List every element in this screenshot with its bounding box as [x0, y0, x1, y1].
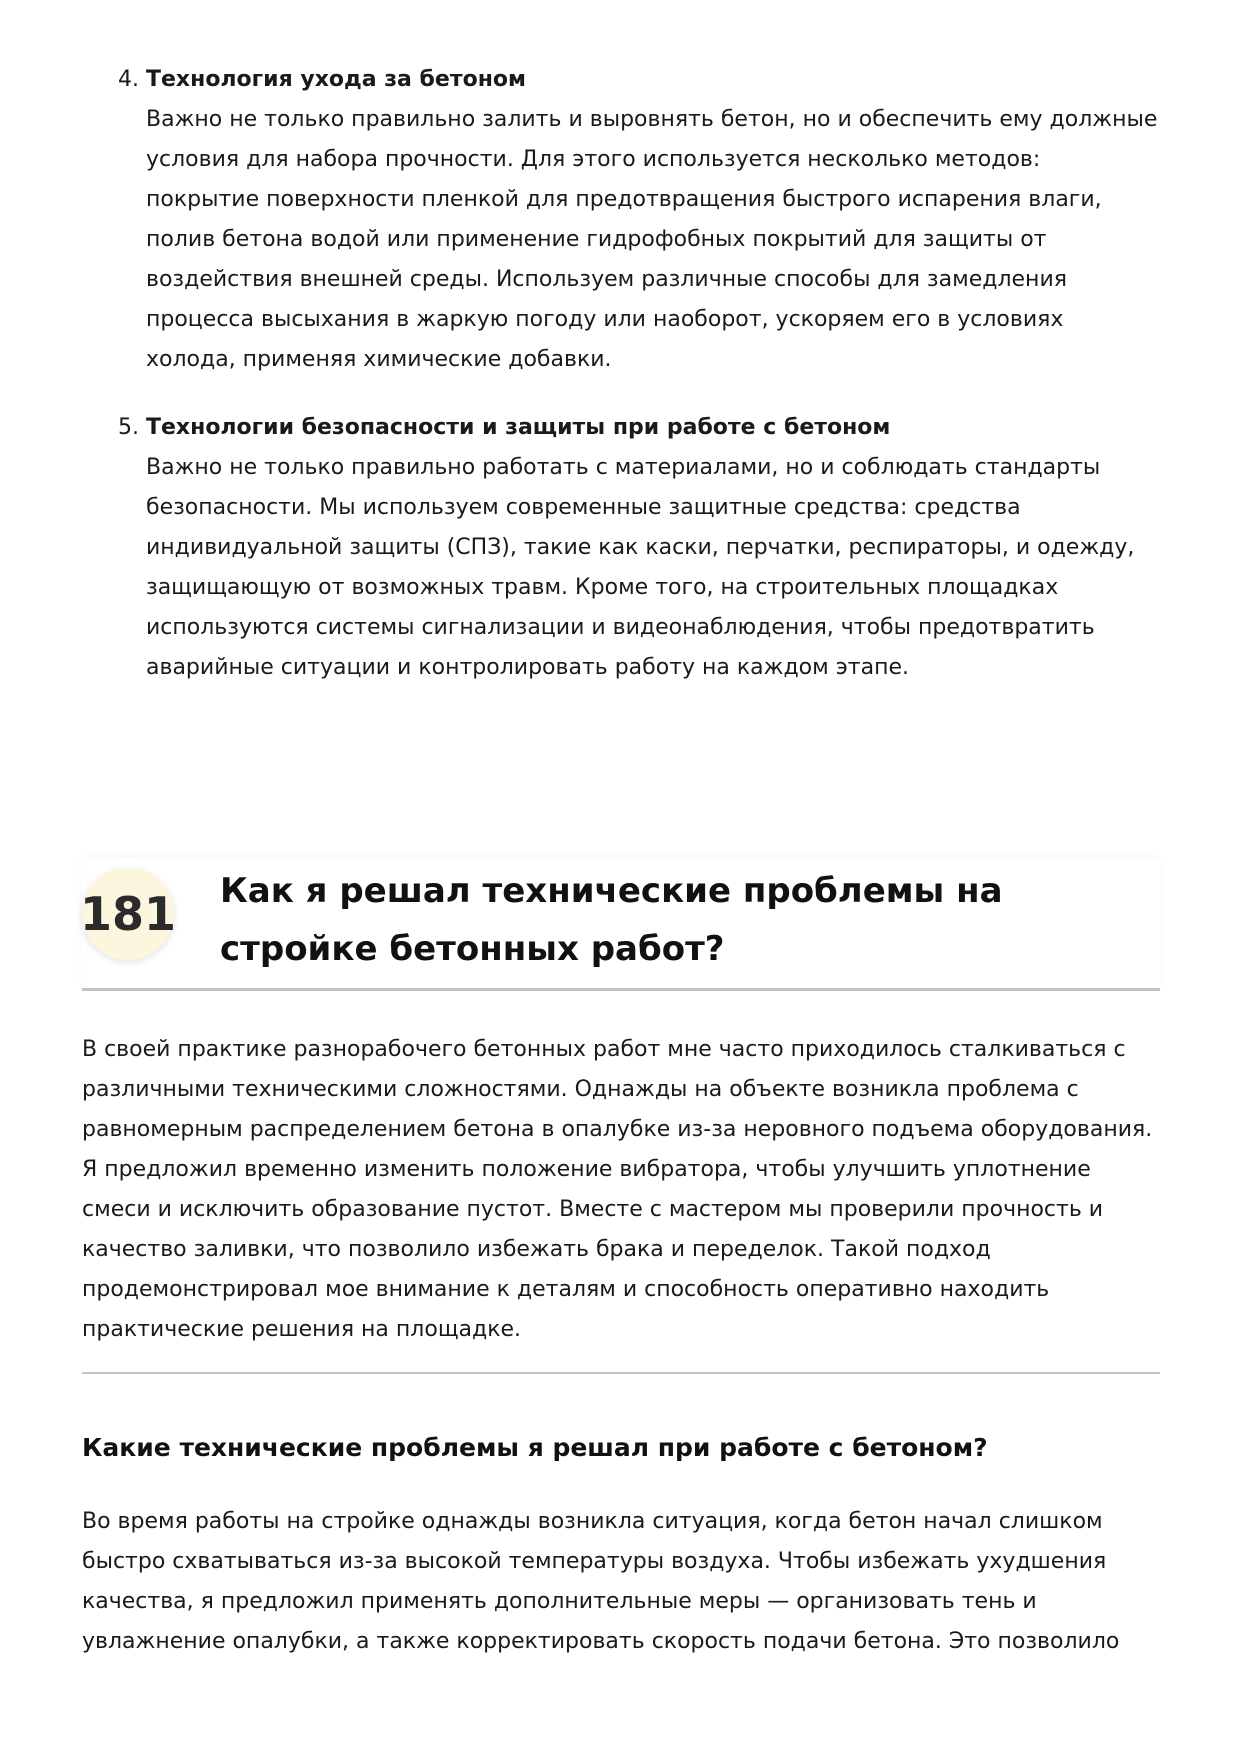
list-item-text: Важно не только правильно работать с материалами, но и соблюдать стандарты безопасности. Мы используем современные защитные средства: средства индивидуальной защиты (СПЗ), такие как каски, перчатки, респираторы, и одежду, защищающую от возможных травм. Кроме того, на строительных площадках используются системы сигнализации и видеонаблюдения, чтобы предотвратить аварийные ситуации и контролировать работу на каждом этапе.	[146, 455, 1135, 680]
list-item-title: Технологии безопасности и защиты при работе с бетоном	[146, 415, 891, 440]
answer-paragraph: В своей практике разнорабочего бетонных работ мне часто приходилось сталкиваться с различными техническими сложностями. Однажды на объекте возникла проблема с равномерным распределением бетона в опалубке из-за неровного подъема оборудования. Я предложил временно изменить положение вибратора, чтобы улучшить уплотнение смеси и исключить образование пустот. Вместе с мастером мы проверили прочность и качество заливки, что позволило избежать брака и переделок. Такой подход продемонстрировал мое внимание к деталям и способность оперативно находить практические решения на площадке.	[82, 1037, 1153, 1342]
list-item-number: 4.	[118, 67, 139, 92]
list-item	[118, 408, 1158, 688]
list-item-text: Важно не только правильно залить и выровнять бетон, но и обеспечить ему должные условия для набора прочности. Для этого используется несколько методов: покрытие поверхности пленкой для предотвращения быстрого испарения влаги, полив бетона водой или применение гидрофобных покрытий для защиты от воздействия внешней среды. Используем различные способы для замедления процесса высыхания в жаркую погоду или наоборот, ускоряем его в условиях холода, применяя химические добавки.	[146, 107, 1158, 372]
question-heading-block	[79, 858, 1160, 991]
subsection-paragraph: Во время работы на стройке однажды возникла ситуация, когда бетон начал слишком быстро схватываться из-за высокой температуры воздуха. Чтобы избежать ухудшения качества, я предложил применять дополнительные меры — организовать тень и увлажнение опалубки, а также корректировать скорость подачи бетона. Это позволило	[82, 1509, 1120, 1654]
question-number-badge: 181	[82, 868, 174, 960]
ordered-list	[118, 60, 1158, 716]
question-title: Как я решал технические проблемы на стройке бетонных работ?	[220, 871, 1003, 969]
subsection-title: Какие технические проблемы я решал при работе с бетоном?	[82, 1433, 988, 1462]
list-item	[118, 60, 1158, 380]
list-item-title: Технология ухода за бетоном	[146, 67, 527, 92]
section-divider	[82, 1372, 1160, 1374]
list-item-number: 5.	[118, 415, 139, 440]
